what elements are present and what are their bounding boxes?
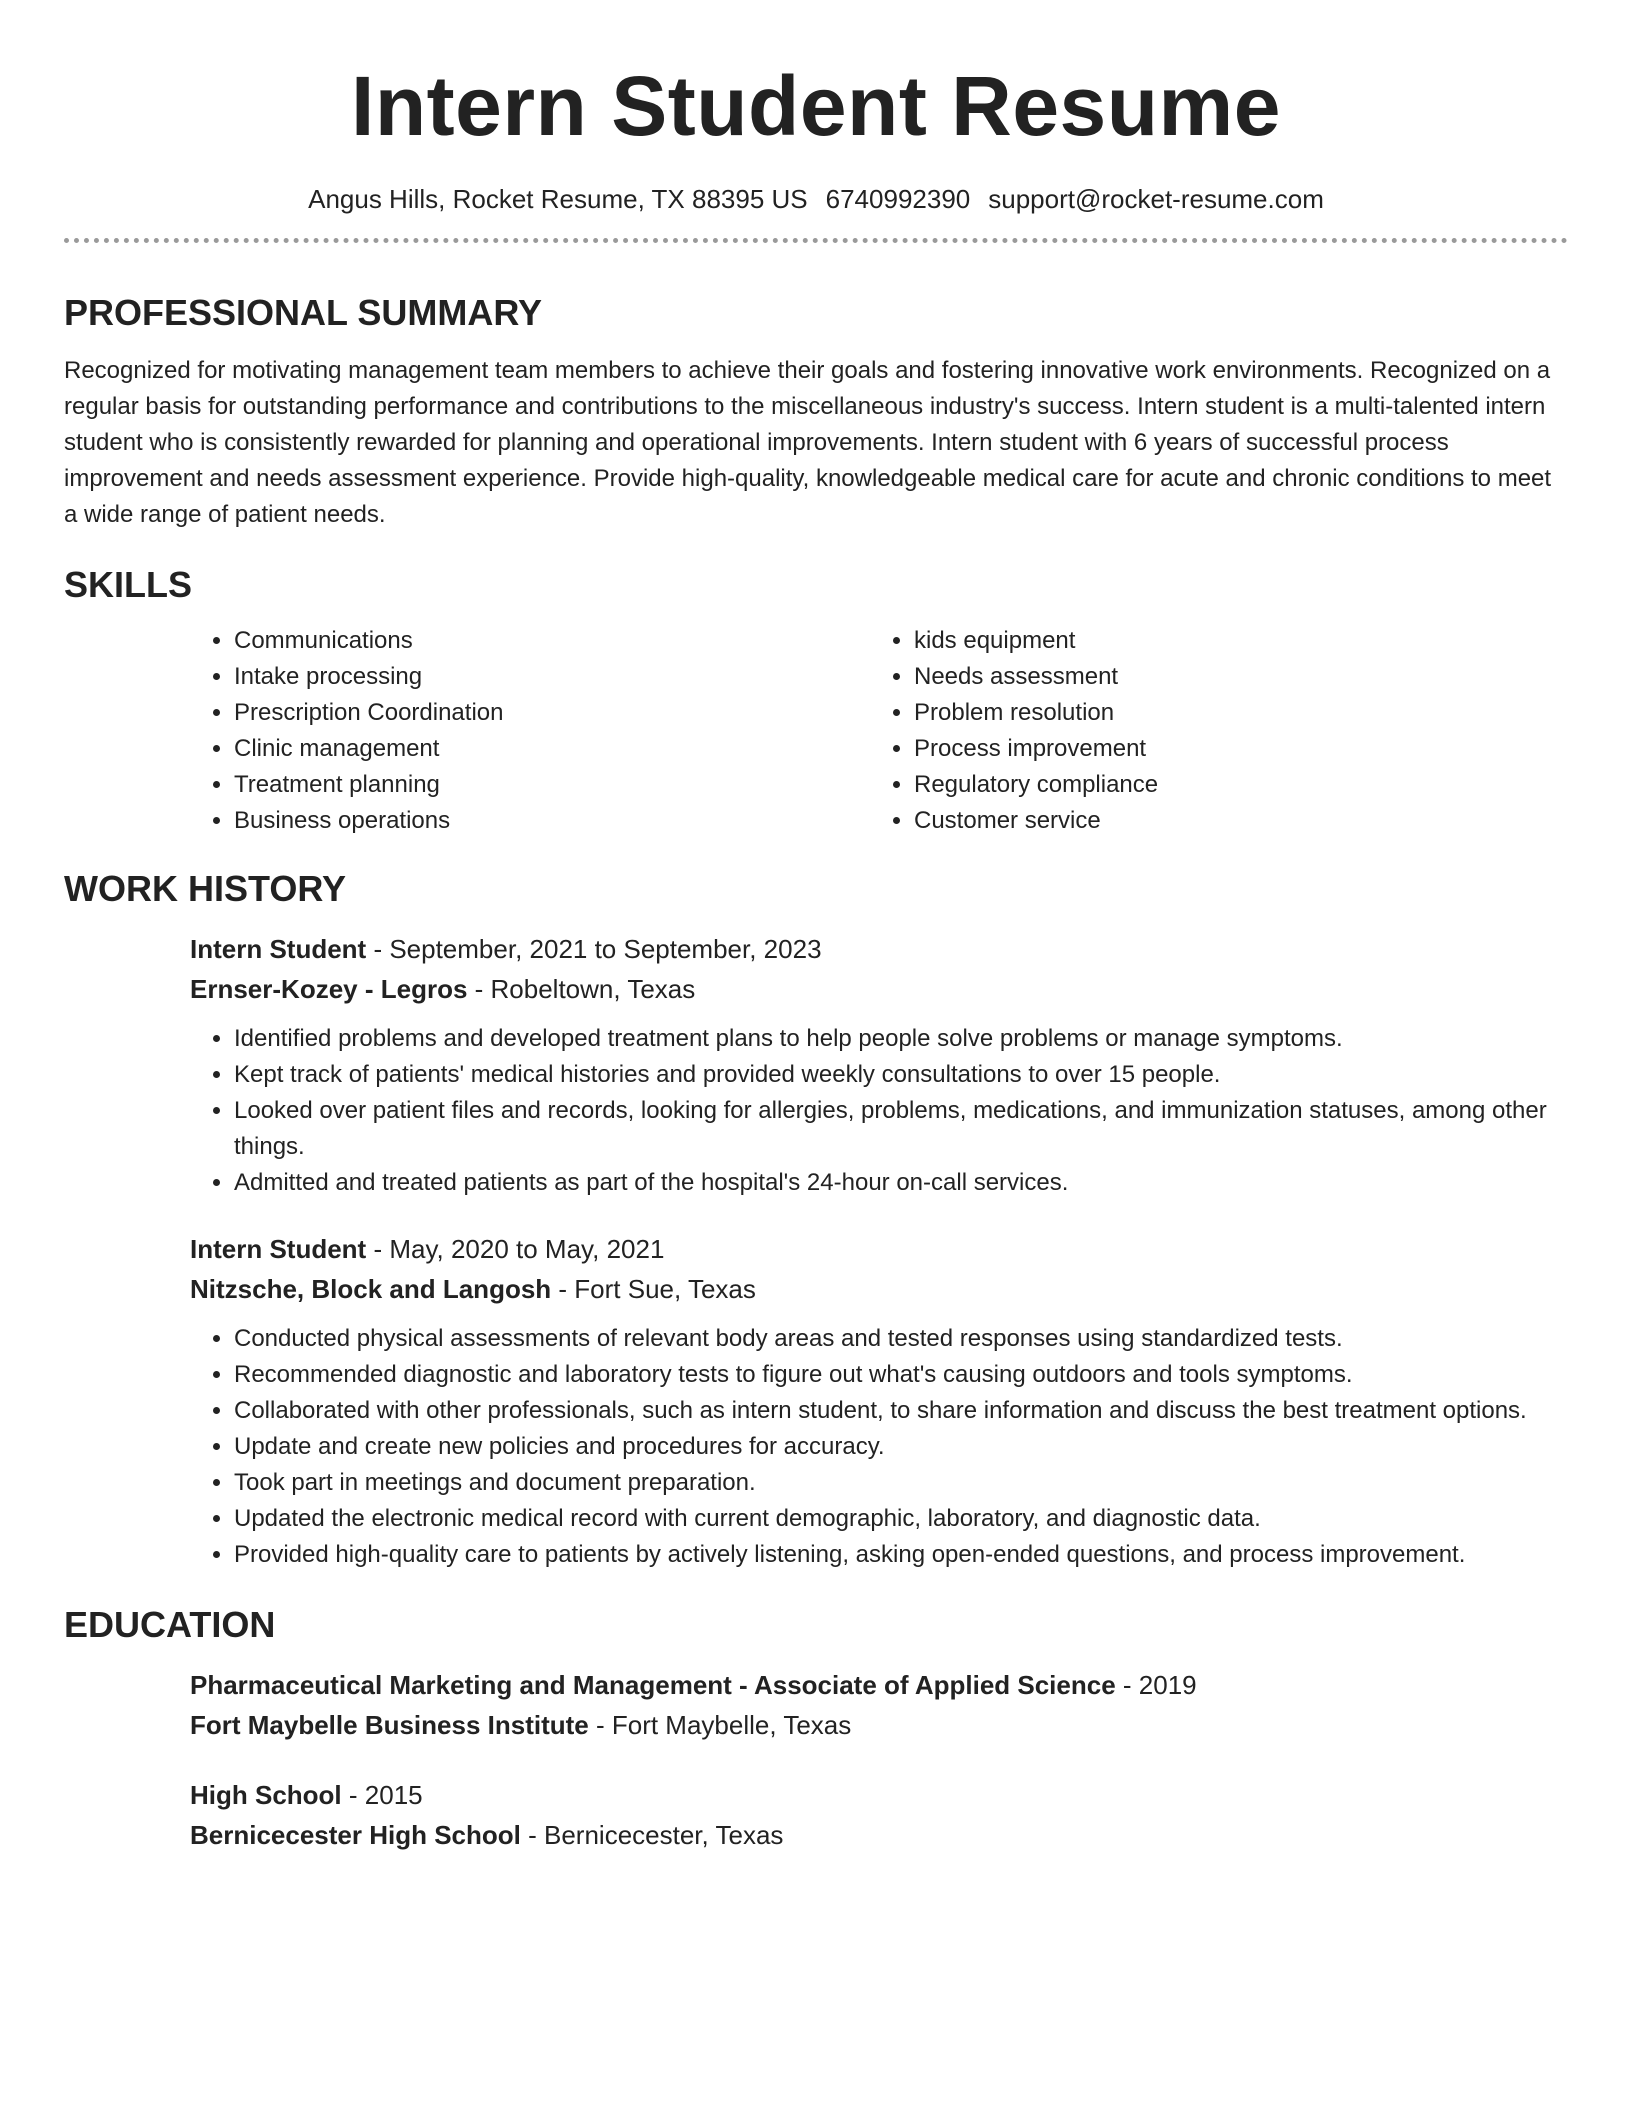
work-history-section [64, 867, 1568, 1573]
job-duty: • Provided high-quality care to patients by actively listening, asking open-ended questions, and process improvement. [234, 1537, 1568, 1573]
job-title-line [190, 1229, 1568, 1269]
job-duty: • Recommended diagnostic and laboratory tests to figure out what's causing outdoors and tools symptoms. [234, 1357, 1568, 1393]
skill-item: • Needs assessment [914, 659, 1550, 695]
skill-item: • Problem resolution [914, 695, 1550, 731]
skill-item: • Treatment planning [234, 767, 870, 803]
skills-list-right [870, 623, 1550, 839]
education-school: Fort Maybelle Business Institute [190, 1710, 589, 1740]
education-year: - 2015 [341, 1780, 423, 1810]
job-company: Ernser-Kozey - Legros [190, 974, 468, 1004]
education-degree-line [190, 1665, 1568, 1705]
skill-item: • Process improvement [914, 731, 1550, 767]
skill-item: • Regulatory compliance [914, 767, 1550, 803]
job-duty: • Kept track of patients' medical histories and provided weekly consultations to over 15 people. [234, 1057, 1568, 1093]
skills-section [64, 563, 1568, 839]
contact-phone: 6740992390 [825, 184, 971, 214]
resume-title: Intern Student Resume [351, 59, 1281, 153]
skill-item: • Prescription Coordination [234, 695, 870, 731]
education-degree: High School [190, 1780, 342, 1810]
job-duty: • Collaborated with other professionals, such as intern student, to share information and discuss the best treatment options. [234, 1393, 1568, 1429]
job-title: Intern Student [190, 934, 367, 964]
work-history-heading: WORK HISTORY [64, 868, 347, 909]
job-location: - Fort Sue, Texas [551, 1274, 756, 1304]
professional-summary-section [64, 291, 1568, 533]
job-duty: • Admitted and treated patients as part of the hospital's 24-hour on-call services. [234, 1165, 1568, 1201]
contact-email: support@rocket-resume.com [988, 184, 1324, 214]
skill-item: • Customer service [914, 803, 1550, 839]
skill-item: • Business operations [234, 803, 870, 839]
summary-text: Recognized for motivating management team members to achieve their goals and fostering innovative work environments. Recognized on a regular basis for outstanding performance and contributions to the miscellaneous industry's success. Intern student is a multi-talented intern student who is consistently rewarded for planning and operational improvements. Intern student with 6 years of successful process improvement and needs assessment experience. Provide high-quality, knowledgeable medical care for acute and chronic conditions to meet a wide range of patient needs. [64, 357, 1552, 528]
skill-item: • kids equipment [914, 623, 1550, 659]
education-school-line [190, 1815, 1568, 1855]
skill-item: • Communications [234, 623, 870, 659]
job-duties [190, 1021, 1568, 1201]
job-entry [190, 929, 1568, 1201]
job-dates: - May, 2020 to May, 2021 [366, 1234, 665, 1264]
job-duty: • Updated the electronic medical record with current demographic, laboratory, and diagnostic data. [234, 1501, 1568, 1537]
resume-page [64, 0, 1568, 1855]
header-divider [64, 238, 1568, 243]
education-entry [190, 1775, 1568, 1855]
job-title: Intern Student [190, 1234, 367, 1264]
education-section [64, 1603, 1568, 1855]
job-dates: - September, 2021 to September, 2023 [366, 934, 822, 964]
summary-heading: PROFESSIONAL SUMMARY [64, 292, 543, 333]
job-company: Nitzsche, Block and Langosh [190, 1274, 552, 1304]
education-location: - Bernicecester, Texas [520, 1820, 784, 1850]
skills-list-left [190, 623, 870, 839]
job-title-line [190, 929, 1568, 969]
education-school-line [190, 1705, 1568, 1745]
education-degree: Pharmaceutical Marketing and Management - Associate of Applied Science [190, 1670, 1116, 1700]
job-duty: • Looked over patient files and records, looking for allergies, problems, medications, and immunization statuses, among other things. [234, 1093, 1568, 1165]
job-duty: • Took part in meetings and document preparation. [234, 1465, 1568, 1501]
education-school: Bernicecester High School [190, 1820, 521, 1850]
education-degree-line [190, 1775, 1568, 1815]
education-entry [190, 1665, 1568, 1745]
skill-item: • Intake processing [234, 659, 870, 695]
education-year: - 2019 [1115, 1670, 1197, 1700]
skills-heading: SKILLS [64, 564, 193, 605]
job-duties [190, 1321, 1568, 1573]
education-heading: EDUCATION [64, 1604, 276, 1645]
contact-address: Angus Hills, Rocket Resume, TX 88395 US [308, 184, 808, 214]
skills-grid [190, 623, 1568, 839]
job-duty: • Update and create new policies and procedures for accuracy. [234, 1429, 1568, 1465]
job-location: - Robeltown, Texas [467, 974, 696, 1004]
job-entry [190, 1229, 1568, 1573]
job-company-line [190, 969, 1568, 1009]
contact-line [64, 182, 1568, 216]
skill-item: • Clinic management [234, 731, 870, 767]
job-duty: • Identified problems and developed treatment plans to help people solve problems or manage symptoms. [234, 1021, 1568, 1057]
job-duty: • Conducted physical assessments of relevant body areas and tested responses using standardized tests. [234, 1321, 1568, 1357]
job-company-line [190, 1269, 1568, 1309]
education-location: - Fort Maybelle, Texas [588, 1710, 852, 1740]
